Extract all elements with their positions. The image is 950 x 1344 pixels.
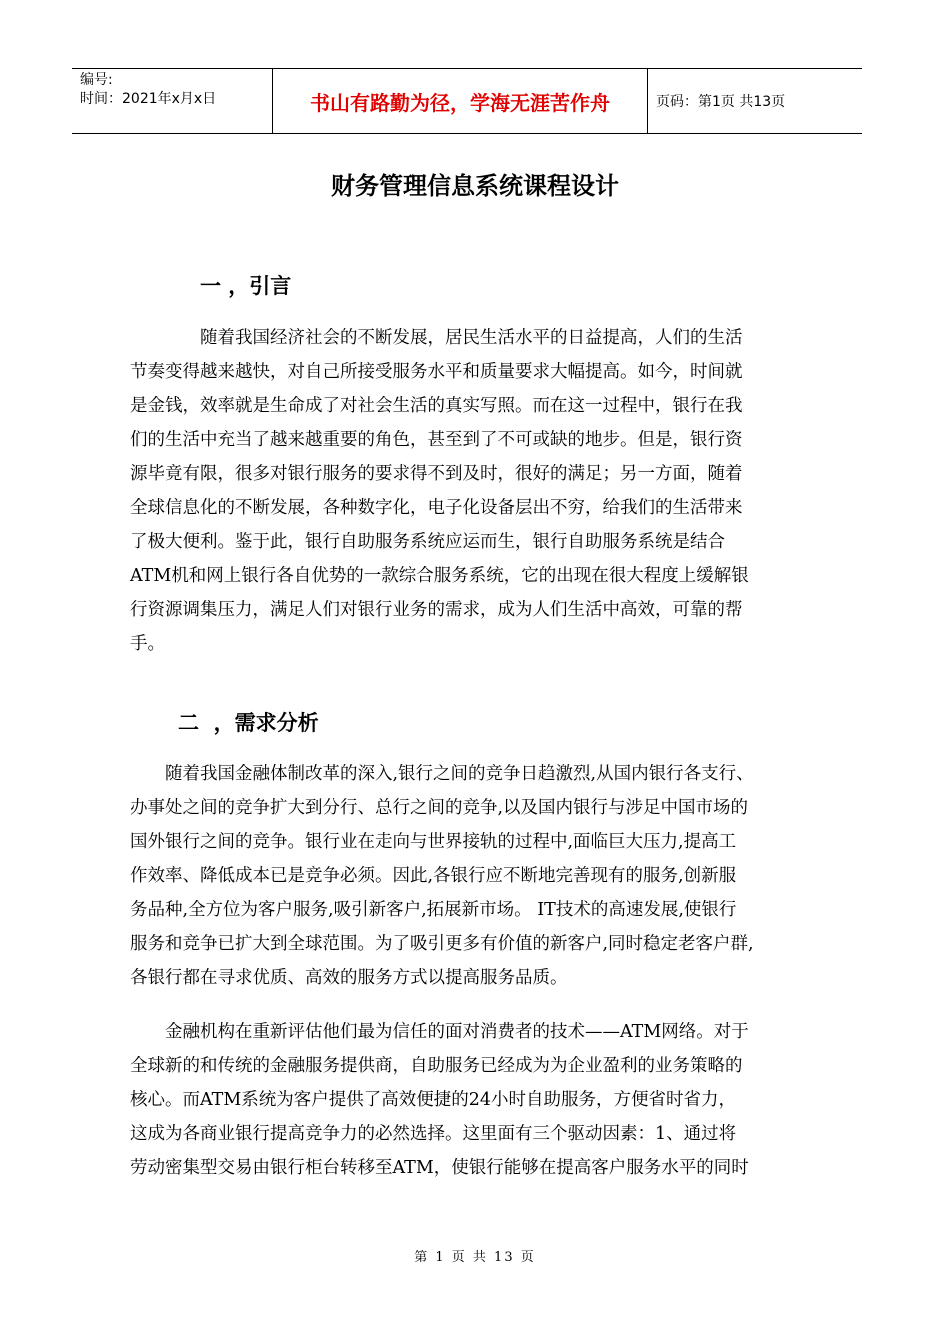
header-meta-cell <box>72 69 273 133</box>
text-line: 手。 <box>130 634 165 654</box>
text-line: 各银行都在寻求优质、高效的服务方式以提高服务品质。 <box>130 968 568 988</box>
requirements-paragraph-2 <box>130 1015 820 1185</box>
text-line: ATM机和网上银行各自优势的一款综合服务系统，它的出现在很大程度上缓解银 <box>130 566 749 586</box>
text-line: 们的生活中充当了越来越重要的角色，甚至到了不可或缺的地步。但是，银行资 <box>130 430 743 450</box>
text-line: 全球新的和传统的金融服务提供商，自助服务已经成为为企业盈利的业务策略的 <box>130 1056 743 1076</box>
text-line: 核心。而ATM系统为客户提供了高效便捷的24小时自助服务，方便省时省力， <box>130 1090 737 1110</box>
text-line: 行资源调集压力，满足人们对银行业务的需求，成为人们生活中高效，可靠的帮 <box>130 600 743 620</box>
number-label: 编号: <box>80 72 113 88</box>
text-line: 随着我国金融体制改革的深入,银行之间的竞争日趋激烈,从国内银行各支行、 <box>165 764 754 784</box>
text-line: 随着我国经济社会的不断发展，居民生活水平的日益提高，人们的生活 <box>200 328 743 348</box>
header-page-label: 页码：第1页 共13页 <box>656 94 786 110</box>
text-line: 国外银行之间的竞争。银行业在走向与世界接轨的过程中,面临巨大压力,提高工 <box>130 832 737 852</box>
time-label: 时间：2021年x月x日 <box>80 91 217 107</box>
header-motto: 书山有路勤为径，学海无涯苦作舟 <box>273 69 648 133</box>
text-line: 劳动密集型交易由银行柜台转移至ATM，使银行能够在提高客户服务水平的同时 <box>130 1158 749 1178</box>
section-heading-introduction: 一 ，引言 <box>200 274 292 298</box>
requirements-paragraph-1 <box>130 757 820 995</box>
text-line: 金融机构在重新评估他们最为信任的面对消费者的技术——ATM网络。对于 <box>165 1022 749 1042</box>
text-line: 是金钱，效率就是生命成了对社会生活的真实写照。而在这一过程中，银行在我 <box>130 396 743 416</box>
header-table <box>72 68 862 134</box>
text-line: 务品种,全方位为客户服务,吸引新客户,拓展新市场。 IT技术的高速发展,使银行 <box>130 900 737 920</box>
text-line: 作效率、降低成本已是竞争必须。因此,各银行应不断地完善现有的服务,创新服 <box>130 866 737 886</box>
text-line: 这成为各商业银行提高竞争力的必然选择。这里面有三个驱动因素：1、通过将 <box>130 1124 737 1144</box>
text-line: 节奏变得越来越快，对自己所接受服务水平和质量要求大幅提高。如今，时间就 <box>130 362 743 382</box>
document-title: 财务管理信息系统课程设计 <box>331 172 619 200</box>
section-heading-requirements: 二 ，需求分析 <box>178 711 319 735</box>
text-line: 办事处之间的竞争扩大到分行、总行之间的竞争,以及国内银行与涉足中国市场的 <box>130 798 749 818</box>
page-footer: 第 1 页 共 13 页 <box>414 1250 536 1265</box>
text-line: 源毕竟有限，很多对银行服务的要求得不到及时，很好的满足；另一方面，随着 <box>130 464 743 484</box>
text-line: 了极大便利。鉴于此，银行自助服务系统应运而生，银行自助服务系统是结合 <box>130 532 725 552</box>
text-line: 服务和竞争已扩大到全球范围。为了吸引更多有价值的新客户,同时稳定老客户群, <box>130 934 754 954</box>
text-line: 全球信息化的不断发展，各种数字化，电子化设备层出不穷，给我们的生活带来 <box>130 498 743 518</box>
introduction-paragraph <box>130 321 820 661</box>
